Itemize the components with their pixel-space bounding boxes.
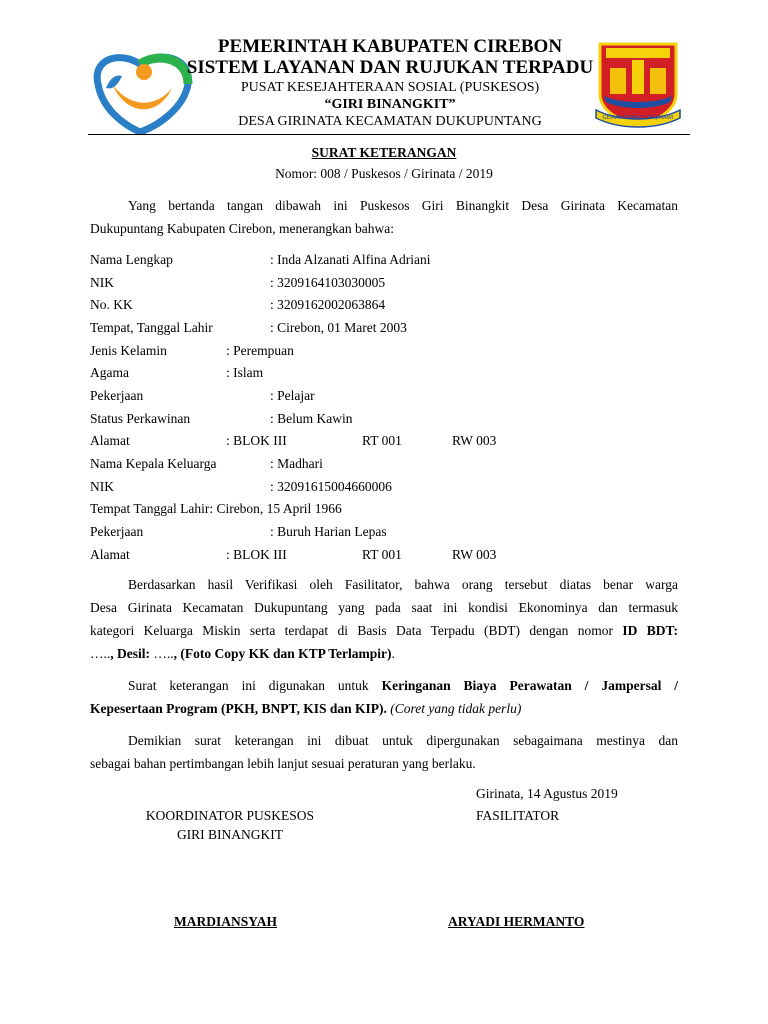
para1-comma1: , [110, 646, 117, 661]
header-divider [88, 134, 690, 135]
desil-label: Desil: [117, 646, 150, 661]
field-label-ttl: Tempat, Tanggal Lahir [90, 320, 213, 335]
field-value-alamat: : BLOK III [226, 433, 287, 448]
field-value-agama: : Islam [226, 365, 264, 380]
place-date: Girinata, 14 Agustus 2019 [476, 786, 618, 801]
para2-line2 [90, 701, 521, 717]
field-value-status: : Belum Kawin [270, 411, 353, 426]
kabupaten-cirebon-emblem [590, 38, 686, 130]
field-label-nama: Nama Lengkap [90, 252, 173, 267]
para1-period: . [391, 646, 395, 661]
id-bdt-value: ….. [90, 646, 111, 661]
field-value-pekerjaan: : Pelajar [270, 388, 315, 403]
intro-line1: Yang bertanda tangan dibawah ini Puskesos Giri Binangkit Desa Girinata Kecamatan [128, 198, 678, 213]
para1-line3 [90, 623, 678, 639]
para2-purpose: Keringanan Biaya Perawatan / Jampersal / [381, 678, 678, 693]
field-label-kepala-keluarga: Nama Kepala Keluarga [90, 456, 217, 471]
field-value-pekerjaan-kk: : Buruh Harian Lepas [270, 524, 387, 539]
header-line1: PEMERINTAH KABUPATEN CIREBON [217, 36, 563, 57]
para1-line2: Desa Girinata Kecamatan Dukupuntang yang pada saat ini kondisi Ekonominya dan termasuk [90, 600, 678, 615]
field-label-agama: Agama [90, 365, 129, 380]
intro-line2: Dukupuntang Kabupaten Cirebon, menerangkan bahwa: [90, 221, 395, 236]
desil-value: ….. [150, 646, 174, 661]
right-signer-name: ARYADI HERMANTO [448, 914, 585, 929]
header-line5: DESA GIRINATA KECAMATAN DUKUPUNTANG [238, 114, 542, 129]
para3-line2: sebagai bahan pertimbangan lebih lanjut sesuai peraturan yang berlaku. [90, 756, 476, 771]
field-value-ttl: : Cirebon, 01 Maret 2003 [270, 320, 407, 335]
left-signer-name: MARDIANSYAH [174, 914, 278, 929]
field-label-pekerjaan: Pekerjaan [90, 388, 144, 403]
field-label-nik: NIK [90, 275, 114, 290]
header-line3: PUSAT KESEJAHTERAAN SOSIAL (PUSKESOS) [240, 80, 540, 95]
para1-line3-text: kategori Keluarga Miskin serta terdapat di Basis Data Terpadu (BDT) dengan nomor [90, 623, 623, 638]
field-label-pekerjaan-kk: Pekerjaan [90, 524, 144, 539]
field-value-rw-kk: RW 003 [452, 547, 497, 562]
para2-line1 [128, 678, 678, 694]
field-label-kk: No. KK [90, 297, 133, 312]
field-label-alamat: Alamat [90, 433, 130, 448]
para3-line1: Demikian surat keterangan ini dibuat untuk dipergunakan sebagaimana mestinya dan [128, 733, 678, 748]
field-value-nama: : Inda Alzanati Alfina Adriani [270, 252, 431, 267]
field-value-rw: RW 003 [452, 433, 497, 448]
field-value-nik: : 3209164103030005 [270, 275, 386, 290]
field-value-alamat-kk: : BLOK III [226, 547, 287, 562]
id-bdt-label: ID BDT: [622, 623, 678, 638]
left-signer-title1: KOORDINATOR PUSKESOS [145, 808, 315, 823]
left-signer-title2: GIRI BINANGKIT [176, 827, 284, 842]
para2-programs: Kepesertaan Program (PKH, BNPT, KIS dan KIP). [90, 701, 387, 716]
para1-line1: Berdasarkan hasil Verifikasi oleh Fasilitator, bahwa orang tersebut diatas benar warga [128, 577, 678, 592]
attachment-note: , (Foto Copy KK dan KTP Terlampir) [173, 646, 392, 661]
field-value-jenis-kelamin: : Perempuan [226, 343, 294, 358]
field-ttl-kepala-keluarga: Tempat Tanggal Lahir: Cirebon, 15 April 1966 [90, 501, 342, 516]
field-label-nik-kk: NIK [90, 479, 114, 494]
para1-line4 [90, 646, 395, 662]
header-line2: SISTEM LAYANAN DAN RUJUKAN TERPADU [186, 57, 594, 78]
field-label-status: Status Perkawinan [90, 411, 191, 426]
field-value-rt-kk: RT 001 [362, 547, 402, 562]
para2-line1-text: Surat keterangan ini digunakan untuk [128, 678, 382, 693]
document-number: Nomor: 008 / Puskesos / Girinata / 2019 [275, 166, 493, 181]
field-value-kepala-keluarga: : Madhari [270, 456, 323, 471]
header-line4: “GIRI BINANGKIT” [324, 97, 456, 112]
para2-note: (Coret yang tidak perlu) [386, 701, 522, 716]
emblem-motto: GEMAH RIPAH LOH JINAWI [602, 115, 674, 121]
field-label-jenis-kelamin: Jenis Kelamin [90, 343, 167, 358]
right-signer-title: FASILITATOR [476, 808, 560, 823]
field-label-alamat-kk: Alamat [90, 547, 130, 562]
document-title: SURAT KETERANGAN [311, 145, 457, 160]
field-value-kk: : 3209162002063864 [270, 297, 386, 312]
field-value-rt: RT 001 [362, 433, 402, 448]
field-value-nik-kk: : 32091615004660006 [270, 479, 392, 494]
